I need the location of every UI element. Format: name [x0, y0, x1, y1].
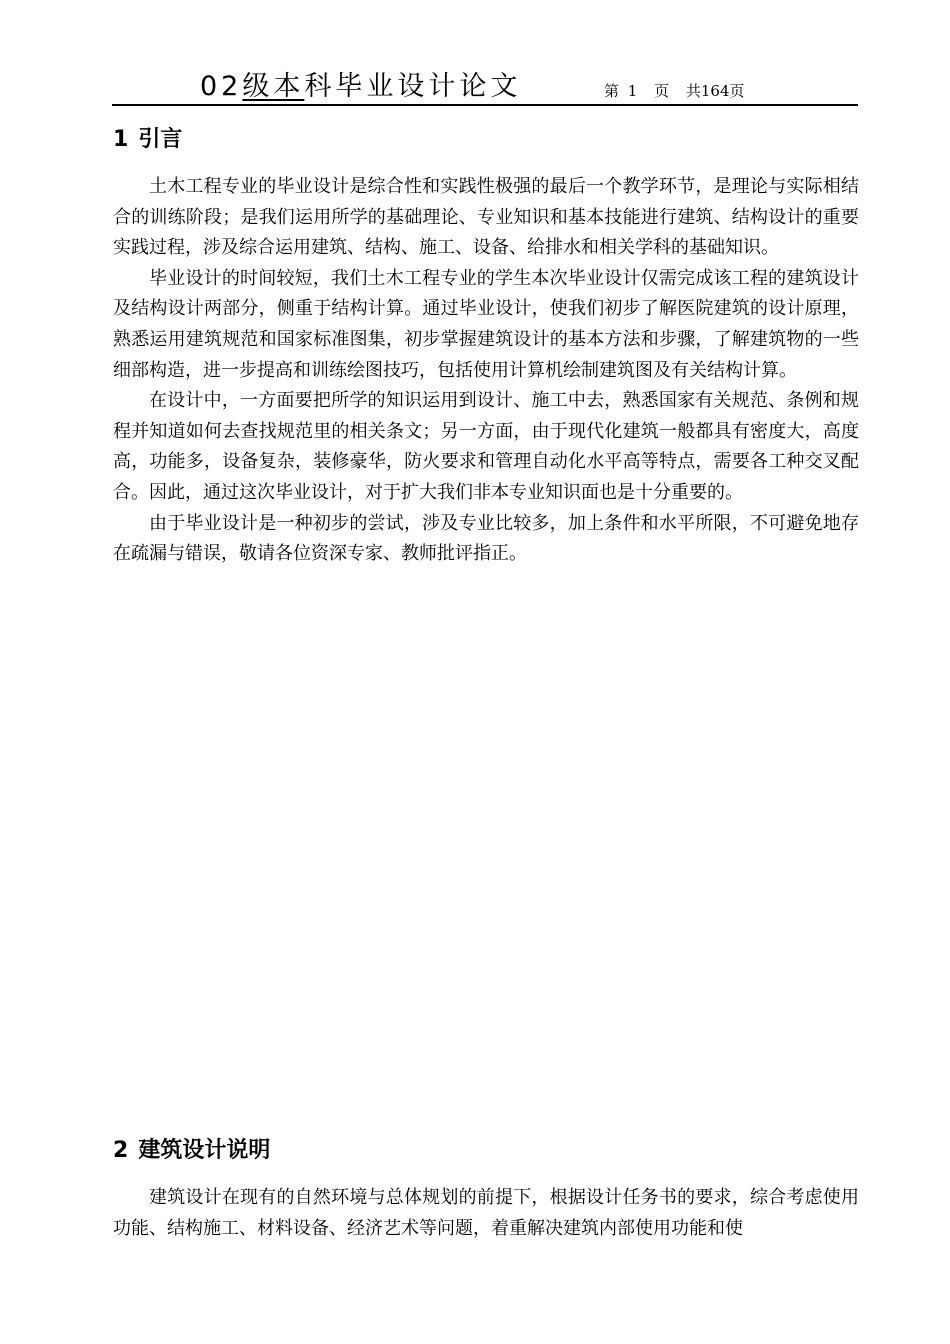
section-architectural-design [113, 1138, 859, 1244]
paragraph: 由于毕业设计是一种初步的尝试，涉及专业比较多，加上条件和水平所限，不可避免地存在疏漏与错误，敬请各位资深专家、教师批评指正。 [113, 512, 859, 565]
page-header [112, 66, 858, 106]
page-indicator [604, 82, 753, 100]
paragraph: 建筑设计在现有的自然环境与总体规划的前提下，根据设计任务书的要求，综合考虑使用功能、结构施工、材料设备、经济艺术等问题，着重解决建筑内部使用功能和使 [113, 1187, 859, 1239]
thesis-title [200, 72, 521, 102]
paragraph: 毕业设计的时间较短，我们土木工程专业的学生本次毕业设计仅需完成该工程的建筑设计及结构设计两部分，侧重于结构计算。通过毕业设计，使我们初步了解医院建筑的设计原理，熟悉运用建筑规范和国家标准图集，初步掌握建筑设计的基本方法和步骤，了解建筑物的一些细部构造，进一步提高和训练绘图技巧，包括使用计算机绘制建筑图及有关结构计算。 [113, 267, 859, 381]
section-heading [113, 127, 859, 153]
section-number: 1 [113, 127, 129, 152]
section-number: 2 [113, 1138, 129, 1163]
page-number: 第 1 [604, 82, 638, 100]
title-underlined-b: 本 [273, 71, 305, 102]
title-prefix: 02 [200, 71, 243, 102]
paragraph: 在设计中，一方面要把所学的知识运用到设计、施工中去，熟悉国家有关规范、条例和规程并知道如何去查找规范里的相关条文；另一方面，由于现代化建筑一般都具有密度大，高度高，功能多，设备复杂，装修豪华，防火要求和管理自动化水平高等特点，需要各工种交叉配合。因此，通过这次毕业设计，对于扩大我们非本专业知识面也是十分重要的。 [113, 390, 859, 503]
page-unit: 页 [654, 82, 670, 100]
section-body [113, 1183, 859, 1244]
section-title: 引言 [138, 127, 183, 152]
section-body [113, 172, 859, 570]
section-heading [113, 1138, 859, 1164]
title-rest: 科毕业设计论文 [304, 71, 522, 102]
title-underlined-a: 级 [242, 71, 274, 102]
section-introduction [113, 127, 859, 570]
total-pages: 共164页 [685, 82, 745, 100]
section-title: 建筑设计说明 [138, 1138, 271, 1163]
paragraph: 土木工程专业的毕业设计是综合性和实践性极强的最后一个教学环节，是理论与实际相结合的训练阶段；是我们运用所学的基础理论、专业知识和基本技能进行建筑、结构设计的重要实践过程，涉及综合运用建筑、结构、施工、设备、给排水和相关学科的基础知识。 [113, 176, 859, 259]
